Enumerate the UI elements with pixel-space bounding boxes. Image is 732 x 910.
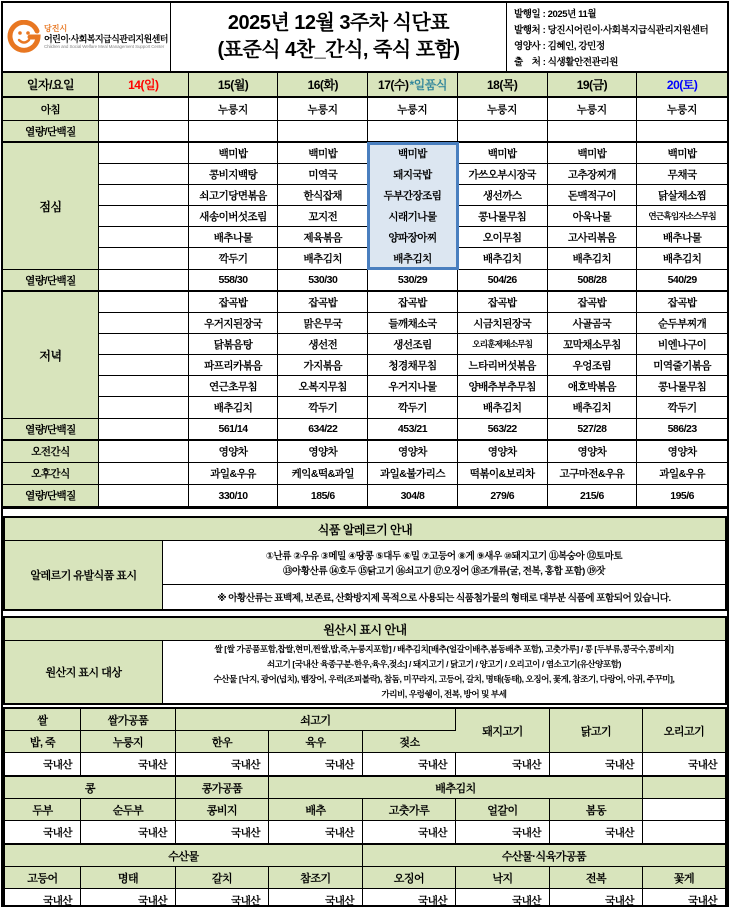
meal-item: 백미밥 xyxy=(278,143,367,164)
meal-item: 양파장아찌 xyxy=(388,231,437,244)
energy-cell: 527/28 xyxy=(548,419,638,441)
group-duck: 오리고기 xyxy=(643,709,725,753)
origin-value: 국내산 xyxy=(176,753,269,775)
origin-body xyxy=(5,641,725,703)
energy-cell xyxy=(189,121,279,143)
group-chicken: 닭고기 xyxy=(550,709,643,753)
meal-item: 생선조림 xyxy=(368,334,457,355)
group-bean-processed: 콩가공품 xyxy=(176,777,269,799)
allergy-note: ※ 아황산류는 표백제, 보존료, 산화방지제 목적으로 사용되는 식품첨가물의 형태로 대부분 식품에 포함되어 있습니다. xyxy=(217,593,671,604)
energy-cell: 185/6 xyxy=(278,485,368,507)
meal-item: 연근흑임자소스무침 xyxy=(637,206,727,227)
pm-snack-label: 오후간식 xyxy=(3,463,99,485)
origin-table2-subs xyxy=(5,799,725,821)
meal-item xyxy=(99,292,188,313)
energy-row-snack xyxy=(3,485,727,507)
origin-table1-values xyxy=(5,753,725,775)
energy-cell: 215/6 xyxy=(548,485,638,507)
breakfast-cell: 누룽지 xyxy=(637,98,727,121)
energy-cell: 561/14 xyxy=(189,419,279,441)
seafood-sub: 오징어 xyxy=(363,867,456,889)
origin-table-seafood xyxy=(3,843,727,907)
meal-item: 새송이버섯조림 xyxy=(189,206,278,227)
meal-item xyxy=(99,185,188,206)
meal-item: 콩비지백탕 xyxy=(189,164,278,185)
energy-cell: 586/23 xyxy=(637,419,727,441)
energy-cell: 279/6 xyxy=(458,485,548,507)
day-wed-label: 17(수) xyxy=(378,78,409,92)
am-snack-cell: 영양차 xyxy=(458,441,548,463)
origin-value: 국내산 xyxy=(456,753,550,775)
origin-value: 국내산 xyxy=(363,821,456,843)
group-seafood: 수산물 xyxy=(5,845,363,867)
origin-table2-values xyxy=(5,821,725,843)
meal-item: 쇠고기당면볶음 xyxy=(189,185,278,206)
dinner-col-thu xyxy=(458,292,548,418)
energy-label: 열량/단백질 xyxy=(3,419,99,441)
lunch-col-wed-highlighted xyxy=(368,143,458,269)
group-bean: 콩 xyxy=(5,777,176,799)
energy-cell xyxy=(99,270,189,292)
meal-item: 생선까스 xyxy=(458,185,547,206)
origin-value: 국내산 xyxy=(81,753,176,775)
dinner-col-tue xyxy=(278,292,368,418)
day-sun: 14(일) xyxy=(99,73,189,98)
origin-side-label: 원산지 표시 대상 xyxy=(5,641,163,703)
meal-item: 닭볶음탕 xyxy=(189,334,278,355)
seafood-sub: 갈치 xyxy=(176,867,269,889)
energy-cell xyxy=(548,121,638,143)
meal-item: 맑은무국 xyxy=(278,313,367,334)
sub-cabbage: 배추 xyxy=(269,799,363,821)
day-mon: 15(월) xyxy=(189,73,279,98)
smiley-logo-icon xyxy=(7,20,41,54)
dinner-col-sun xyxy=(99,292,189,418)
origin-value: 국내산 xyxy=(643,889,725,907)
breakfast-row xyxy=(3,98,727,121)
day-thu: 18(목) xyxy=(458,73,548,98)
pm-snack-row xyxy=(3,463,727,485)
meal-item: 배추김치 xyxy=(572,253,612,265)
empty-cell xyxy=(643,799,725,821)
am-snack-cell xyxy=(99,441,189,463)
origin-table-bean-kimchi xyxy=(3,775,727,845)
origin-table-rice-meat xyxy=(3,707,727,777)
pm-snack-cell: 떡볶이&보리차 xyxy=(458,463,548,485)
energy-cell xyxy=(99,485,189,507)
meal-plan-sheet xyxy=(1,1,729,907)
energy-row-lunch xyxy=(3,270,727,292)
meal-item: 콩나물무침 xyxy=(637,376,727,397)
origin-table2-groups xyxy=(5,777,725,799)
meal-item: 깍두기 xyxy=(398,402,427,414)
day-tue: 16(화) xyxy=(278,73,368,98)
origin-section-title: 원산시 표시 안내 xyxy=(5,618,725,641)
meal-item: 배추김치 xyxy=(303,253,343,265)
one-plate-tag: *일품식 xyxy=(409,78,447,92)
meal-item: 배추나물 xyxy=(637,227,727,248)
am-snack-label: 오전간식 xyxy=(3,441,99,463)
origin-value: 국내산 xyxy=(269,889,363,907)
energy-cell xyxy=(637,121,727,143)
sheet-title xyxy=(171,3,507,71)
energy-row-breakfast xyxy=(3,121,727,143)
meal-item: 사골곰국 xyxy=(548,313,637,334)
origin-value: 국내산 xyxy=(81,889,176,907)
title-line2: (표준식 4찬_간식, 죽식 포함) xyxy=(217,39,460,61)
energy-cell: 558/30 xyxy=(189,270,279,292)
origin-value: 국내산 xyxy=(643,753,725,775)
meal-item: 돼지국밥 xyxy=(393,168,432,181)
origin-content xyxy=(163,641,725,703)
group-kimchi: 배추김치 xyxy=(269,777,643,799)
meal-item: 배추김치 xyxy=(393,253,432,265)
origin-line: 가리비, 우렁쉥이, 전복, 방어 및 부세 xyxy=(381,689,507,699)
energy-cell: 453/21 xyxy=(368,419,458,441)
meal-item: 닭살채소찜 xyxy=(637,185,727,206)
origin-value: 국내산 xyxy=(550,753,643,775)
meal-item: 배추김치 xyxy=(482,253,522,265)
sub-rice: 밥, 죽 xyxy=(5,731,81,753)
energy-label: 열량/단백질 xyxy=(3,270,99,292)
meal-item: 고추장찌개 xyxy=(548,164,637,185)
pm-snack-cell xyxy=(99,463,189,485)
group-rice: 쌀 xyxy=(5,709,81,731)
meal-item: 백미밥 xyxy=(548,143,637,164)
am-snack-row xyxy=(3,441,727,463)
meal-item: 시래기나물 xyxy=(388,210,437,223)
meal-item: 두부간장조림 xyxy=(383,189,442,202)
dinner-col-fri xyxy=(548,292,638,418)
meal-item: 파프리카볶음 xyxy=(189,355,278,376)
meal-item xyxy=(99,313,188,334)
meal-item: 느타리버섯볶음 xyxy=(458,355,547,376)
org-name: 어린이·사회복지급식관리지원센터 xyxy=(44,33,168,44)
pm-snack-cell: 과일&우유 xyxy=(637,463,727,485)
meal-item: 우엉조림 xyxy=(548,355,637,376)
meal-item: 우거지된장국 xyxy=(189,313,278,334)
seafood-sub: 꽃게 xyxy=(643,867,725,889)
meal-item: 잡곡밥 xyxy=(637,292,727,313)
day-header-row xyxy=(3,73,727,98)
meal-item: 오복지무침 xyxy=(278,376,367,397)
origin-value: 국내산 xyxy=(269,821,363,843)
origin-value: 국내산 xyxy=(456,889,550,907)
meal-item xyxy=(99,355,188,376)
day-sat: 20(토) xyxy=(637,73,727,98)
sub-biji: 콩비지 xyxy=(176,799,269,821)
energy-cell xyxy=(458,121,548,143)
energy-cell: 530/30 xyxy=(278,270,368,292)
breakfast-cell: 누룽지 xyxy=(368,98,458,121)
meal-item: 잡곡밥 xyxy=(189,292,278,313)
meal-item xyxy=(99,164,188,185)
publish-info-line: 발행일 : 2025년 11월 xyxy=(514,9,597,20)
meal-item: 미역국 xyxy=(278,164,367,185)
meal-item: 아욱나물 xyxy=(548,206,637,227)
origin-value: 국내산 xyxy=(550,821,643,843)
energy-label: 열량/단백질 xyxy=(3,121,99,143)
energy-cell xyxy=(278,121,368,143)
energy-cell xyxy=(99,121,189,143)
meal-item: 순두부찌개 xyxy=(637,313,727,334)
origin-table3-groups xyxy=(5,845,725,867)
meal-item: 잡곡밥 xyxy=(278,292,367,313)
publish-info xyxy=(507,3,727,71)
energy-cell: 563/22 xyxy=(458,419,548,441)
lunch-col-tue xyxy=(278,143,368,269)
meal-item: 무채국 xyxy=(637,164,727,185)
pm-snack-cell: 케익&떡&과일 xyxy=(278,463,368,485)
sub-soft-tofu: 순두부 xyxy=(81,799,176,821)
energy-cell: 504/26 xyxy=(458,270,548,292)
origin-section xyxy=(3,616,727,705)
energy-cell: 195/6 xyxy=(637,485,727,507)
meal-item: 백미밥 xyxy=(637,143,727,164)
breakfast-cell: 누룽지 xyxy=(548,98,638,121)
origin-value: 국내산 xyxy=(269,753,363,775)
breakfast-cell xyxy=(99,98,189,121)
origin-value: 국내산 xyxy=(5,753,81,775)
seafood-sub: 참조기 xyxy=(269,867,363,889)
origin-value: 국내산 xyxy=(176,889,269,907)
meal-item xyxy=(99,248,188,269)
energy-cell: 530/29 xyxy=(368,270,458,292)
meal-item: 오리훈제채소무침 xyxy=(458,334,547,355)
org-city: 당진시 xyxy=(44,23,68,33)
meal-item: 생선전 xyxy=(278,334,367,355)
pm-snack-cell: 고구마전&우유 xyxy=(548,463,638,485)
dinner-col-mon xyxy=(189,292,279,418)
seafood-sub: 전복 xyxy=(550,867,643,889)
seafood-sub: 낙지 xyxy=(456,867,550,889)
org-logo xyxy=(3,3,171,71)
breakfast-cell: 누룽지 xyxy=(458,98,548,121)
meal-item xyxy=(99,397,188,418)
allergy-side-label: 알레르기 유발식품 표시 xyxy=(5,541,163,609)
meal-item: 비엔나구이 xyxy=(637,334,727,355)
meal-item: 오이무침 xyxy=(458,227,547,248)
lunch-block xyxy=(3,143,727,270)
meal-item: 양배추부추무침 xyxy=(458,376,547,397)
energy-row-dinner xyxy=(3,419,727,441)
group-rice-processed: 쌀가공품 xyxy=(81,709,176,731)
pm-snack-cell: 과일&우유 xyxy=(189,463,279,485)
meal-item: 백미밥 xyxy=(458,143,547,164)
publish-info-line: 영양사 : 김혜인, 강민정 xyxy=(514,41,605,52)
energy-cell: 634/22 xyxy=(278,419,368,441)
org-name-block xyxy=(44,25,168,49)
meal-item xyxy=(99,227,188,248)
group-pork: 돼지고기 xyxy=(456,709,550,753)
dinner-col-sat xyxy=(637,292,727,418)
origin-value: 국내산 xyxy=(363,889,456,907)
am-snack-cell: 영양차 xyxy=(637,441,727,463)
lunch-col-thu xyxy=(458,143,548,269)
meal-item: 가지볶음 xyxy=(278,355,367,376)
meal-item: 청경채무침 xyxy=(368,355,457,376)
energy-cell xyxy=(368,121,458,143)
sub-dairy-cow: 젖소 xyxy=(363,731,456,753)
meal-item xyxy=(99,206,188,227)
meal-item: 고사리볶음 xyxy=(548,227,637,248)
meal-item: 배추김치 xyxy=(572,402,612,414)
meal-item: 미역줄기볶음 xyxy=(637,355,727,376)
origin-value: 국내산 xyxy=(363,753,456,775)
origin-table3-subs xyxy=(5,867,725,889)
publish-info-line: 발행처 : 당진시어린이·사회복지급식관리지원센터 xyxy=(514,25,709,36)
allergy-line: ⑬아황산류 ⑭호두 ⑮닭고기 ⑯쇠고기 ⑰오징어 ⑱조개류(굴, 전복, 홍합 포함) ⑲잣 xyxy=(282,566,606,577)
sub-tofu: 두부 xyxy=(5,799,81,821)
title-line1: 2025년 12월 3주차 식단표 xyxy=(227,12,450,34)
meal-item xyxy=(99,376,188,397)
meal-item: 시금치된장국 xyxy=(458,313,547,334)
dinner-block xyxy=(3,292,727,419)
meal-item: 잡곡밥 xyxy=(458,292,547,313)
dinner-col-wed xyxy=(368,292,458,418)
origin-value: 국내산 xyxy=(5,889,81,907)
day-wed xyxy=(368,73,458,98)
allergy-section xyxy=(3,516,727,611)
lunch-col-fri xyxy=(548,143,638,269)
allergy-number-lines xyxy=(163,541,725,585)
allergy-body xyxy=(5,541,725,609)
energy-label: 열량/단백질 xyxy=(3,485,99,507)
dinner-columns xyxy=(99,292,727,418)
sub-red-pepper: 고춧가루 xyxy=(363,799,456,821)
am-snack-cell: 영양차 xyxy=(189,441,279,463)
breakfast-cell: 누룽지 xyxy=(189,98,279,121)
meal-item: 깍두기 xyxy=(308,402,338,414)
meal-item xyxy=(99,334,188,355)
lunch-label: 점심 xyxy=(3,143,99,269)
am-snack-cell: 영양차 xyxy=(278,441,368,463)
origin-line: 쌀 [쌀 가공품포함,찹쌀,현미,찐쌀,밥,죽,누룽지포함] / 배추김치[배추(얼갈이배추,봄동배추 포함), 고춧가루] / 콩 [두부류,콩국수,콩비지] xyxy=(214,644,674,654)
lunch-columns xyxy=(99,143,727,269)
meal-item: 돈맥적구이 xyxy=(548,185,637,206)
energy-cell xyxy=(99,419,189,441)
corner-label: 일자/요일 xyxy=(3,73,99,98)
meal-item: 제육볶음 xyxy=(278,227,367,248)
origin-line: 수산물 [낙지, 광어(넙치), 뱀장어, 우럭(조피볼락), 참돔, 미꾸라지, 고등어, 갈치, 명태(동태), 오징어, 꽃게, 참조기, 다랑어, 아귀, 주꾸미], xyxy=(213,674,675,684)
lunch-col-mon xyxy=(189,143,279,269)
origin-value: 국내산 xyxy=(81,821,176,843)
energy-cell: 330/10 xyxy=(189,485,279,507)
day-fri: 19(금) xyxy=(548,73,638,98)
energy-cell: 508/28 xyxy=(548,270,638,292)
sub-nurungji: 누룽지 xyxy=(81,731,176,753)
allergy-section-title: 식품 알레르기 안내 xyxy=(5,518,725,541)
meal-item: 우거지나물 xyxy=(368,376,457,397)
allergy-content xyxy=(163,541,725,609)
sheet-header xyxy=(3,3,727,73)
origin-value: 국내산 xyxy=(176,821,269,843)
origin-line: 쇠고기 [국내산 육종구분-한우,육우,젖소] / 돼지고기 / 닭고기 / 양고기 / 오리고이 / 염소고기(유산양포함) xyxy=(266,659,622,669)
origin-value: 국내산 xyxy=(5,821,81,843)
meal-item: 잡곡밥 xyxy=(368,292,457,313)
breakfast-label: 아침 xyxy=(3,98,99,121)
lunch-col-sun xyxy=(99,143,189,269)
meal-item: 깍두기 xyxy=(667,402,697,414)
energy-cell: 304/8 xyxy=(368,485,458,507)
origin-table3-values xyxy=(5,889,725,907)
empty-cell xyxy=(643,777,725,799)
meal-item: 백미밥 xyxy=(189,143,278,164)
seafood-sub: 고등어 xyxy=(5,867,81,889)
am-snack-cell: 영양차 xyxy=(548,441,638,463)
origin-table1-header xyxy=(5,709,725,753)
meal-item: 백미밥 xyxy=(398,147,427,160)
dinner-label: 저녁 xyxy=(3,292,99,418)
meal-item: 연근초무침 xyxy=(189,376,278,397)
allergy-line: ①난류 ②우유 ③메밀 ④땅콩 ⑤대두 ⑥밀 ⑦고등어 ⑧게 ⑨새우 ⑩돼지고기 ⑪복숭아 ⑫토마토 xyxy=(265,551,623,562)
meal-item: 배추나물 xyxy=(189,227,278,248)
meal-table xyxy=(3,73,727,509)
origin-value: 국내산 xyxy=(456,821,550,843)
sub-eolgari: 얼갈이 xyxy=(456,799,550,821)
group-seafood-processed: 수산물·식육가공품 xyxy=(363,845,725,867)
sub-yukwoo: 육우 xyxy=(269,731,363,753)
meal-item: 들깨채소국 xyxy=(368,313,457,334)
meal-item: 배추김치 xyxy=(662,253,702,265)
energy-cell: 540/29 xyxy=(637,270,727,292)
meal-item: 배추김치 xyxy=(213,402,253,414)
spacer xyxy=(3,509,727,516)
am-snack-cell: 영양차 xyxy=(368,441,458,463)
meal-item xyxy=(99,143,188,164)
origin-value: 국내산 xyxy=(550,889,643,907)
sub-hanwoo: 한우 xyxy=(176,731,269,753)
lunch-col-sat xyxy=(637,143,727,269)
sub-bomdong: 봄동 xyxy=(550,799,643,821)
meal-item: 꼬막채소무침 xyxy=(548,334,637,355)
empty-cell xyxy=(643,821,725,843)
seafood-sub: 명태 xyxy=(81,867,176,889)
publish-info-line: 출 처 : 식생활안전관리원 xyxy=(514,57,618,68)
meal-item: 콩나물무침 xyxy=(458,206,547,227)
meal-item: 가쓰오부시장국 xyxy=(458,164,547,185)
meal-item: 잡곡밥 xyxy=(548,292,637,313)
meal-item: 깍두기 xyxy=(218,253,248,265)
meal-item: 꼬지전 xyxy=(278,206,367,227)
breakfast-cell: 누룽지 xyxy=(278,98,368,121)
meal-item: 한식잡채 xyxy=(278,185,367,206)
group-beef: 쇠고기 xyxy=(176,709,456,731)
meal-item: 애호박볶음 xyxy=(548,376,637,397)
meal-item: 배추김치 xyxy=(482,402,522,414)
org-name-en: Children and Social Welfare Meal Management Support Center xyxy=(44,44,165,50)
pm-snack-cell: 과일&불가리스 xyxy=(368,463,458,485)
